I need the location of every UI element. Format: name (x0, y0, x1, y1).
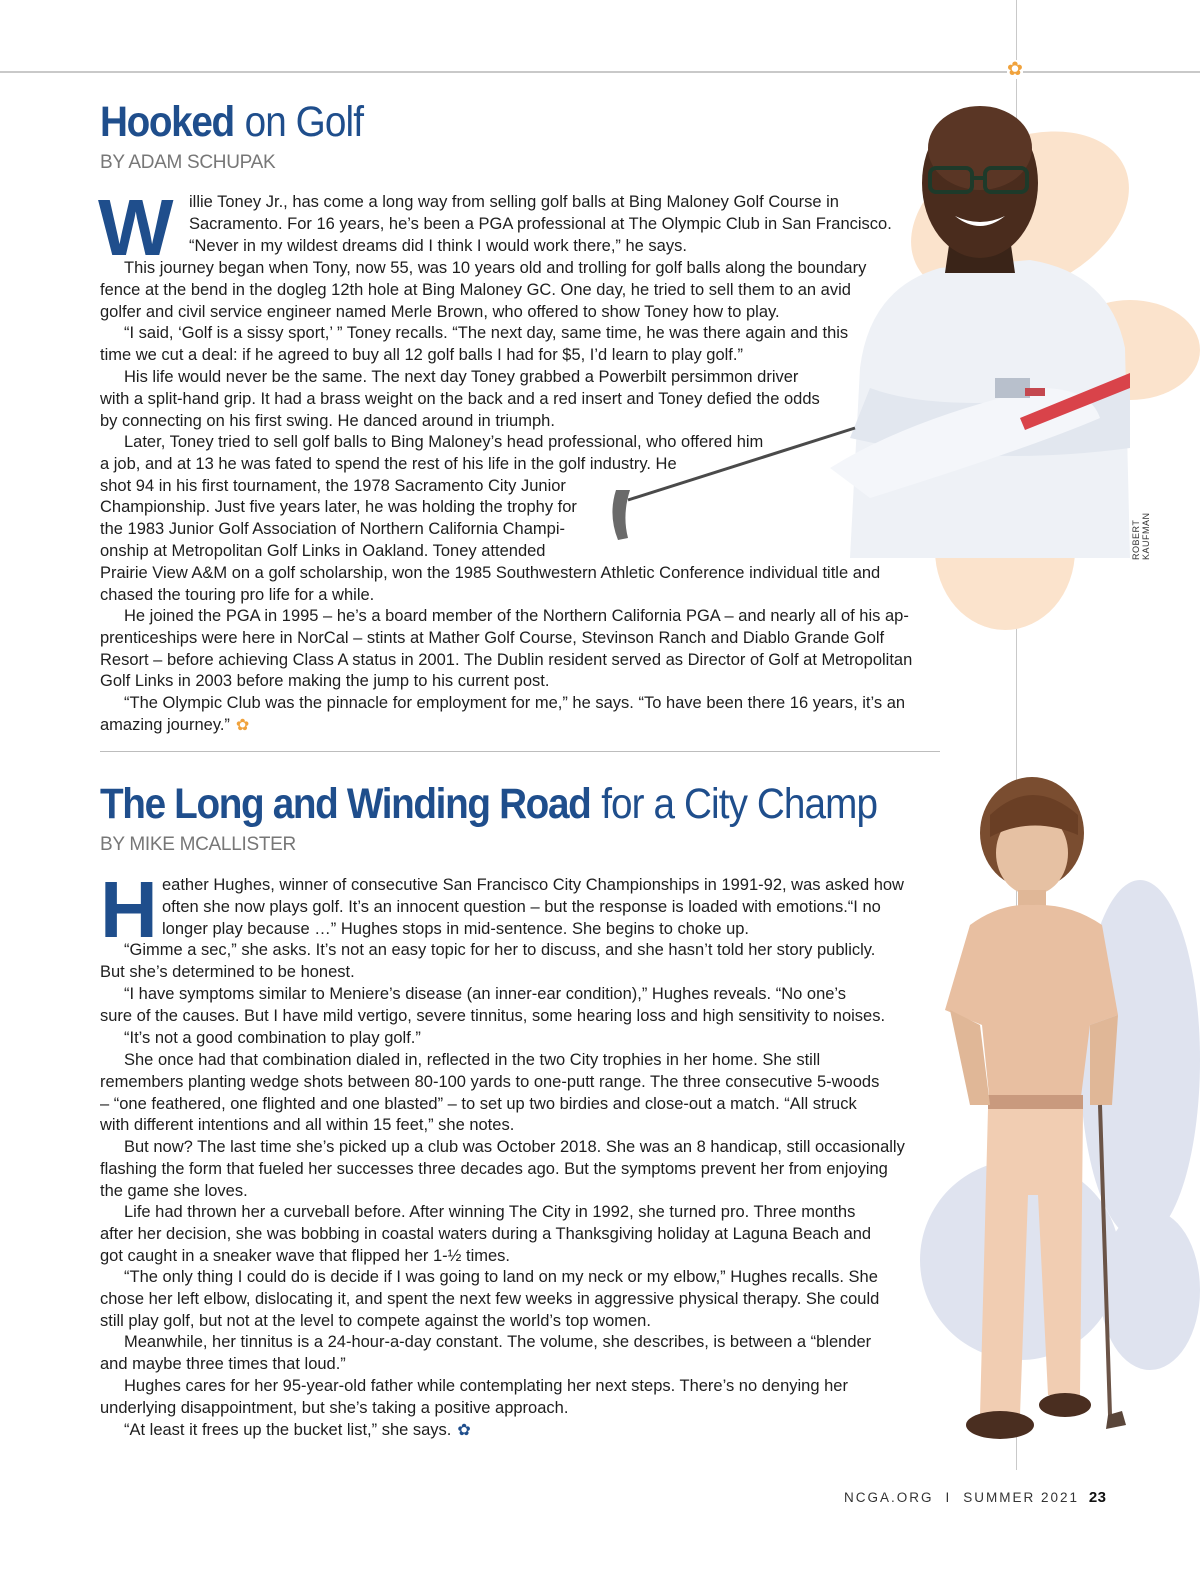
drop-cap: W (98, 183, 174, 272)
page-number: 23 (1088, 1489, 1107, 1506)
drop-cap: H (100, 865, 158, 954)
paragraph: “Gimme a sec,” she asks. It’s not an easy topic for her to discuss, and she hasn’t told her story publicly. But she’s determined to be honest. (100, 941, 876, 981)
section-divider (100, 751, 940, 752)
paragraph: Meanwhile, her tinnitus is a 24-hour-a-day constant. The volume, she describes, is between a “blender and maybe three times that loud.” (100, 1333, 872, 1373)
paragraph: Later, Toney tried to sell golf balls to Bing Maloney’s head professional, who offered him a job, and at 13 he was fated to spend the rest of his life in the golf industry. He shot 94 in his first tournament, the 1978 Sacramento City Junior Championship. Just five years later, he was holding the trophy for the 1983 Junior Golf Association of Northern California Champi- onship at Metropolitan Golf Links in Oakland. Toney attended Prairie View A&M on a golf scholarship, won the 1985 Southwestern Athletic Conference individual title and chased the touring pro life for a while. (100, 433, 881, 604)
footer-site: NCGA.ORG (844, 1490, 934, 1505)
paragraph: “The Olympic Club was the pinnacle for employment for me,” he says. “To have been there 16 years, it’s an amazing journey.” ✿ (100, 693, 950, 737)
paragraph: “The only thing I could do is decide if I was going to land on my neck or my elbow,” Hughes recalls. She chose her left elbow, dislocating it, and spent the next few weeks in aggressive physical therapy. She could still play golf, but not at the level to compete against the world’s top women. (100, 1268, 880, 1330)
footer-separator: I (945, 1490, 952, 1505)
headline-long-and-winding-road (100, 780, 877, 829)
photo-heather-hughes (940, 775, 1140, 1465)
paragraph: “It’s not a good combination to play golf.” (124, 1029, 421, 1047)
page-footer (844, 1489, 1107, 1506)
paragraph: “I said, ‘Golf is a sissy sport,’ ” Toney recalls. “The next day, same time, he was there again and this time we cut a deal: if he agreed to buy all 12 golf balls I had for $5, I’d learn to play golf.” (100, 324, 849, 364)
paragraph: He joined the PGA in 1995 – he’s a board member of the Northern California PGA – and nearly all of his ap- prenticeships were here in NorCal – stints at Mather Golf Course, Stevinson Ranch and Diablo Grande Golf Resort – before achieving Class A status in 2001. The Dublin resident served as Director of Golf at Metropolitan Golf Links in 2003 before making the jump to his current post. (100, 607, 913, 691)
headline-bold: The Long and Winding Road (100, 780, 591, 828)
headline-bold: Hooked (100, 98, 234, 146)
paragraph: She once had that combination dialed in, reflected in the two City trophies in her home. She still remembers planting wedge shots between 80-100 yards to one-putt range. The three consecutive 5-woods – “one feathered, one flighted and one blasted” – to set up two birdies and close-out a match. “All struck with different intentions and all within 15 feet,” she notes. (100, 1051, 880, 1135)
paragraph: His life would never be the same. The next day Toney grabbed a Powerbilt persimmon driver with a split-hand grip. It had a brass weight on the back and a red insert and Toney defied the odds by connecting on his first swing. He danced around in triumph. (100, 368, 820, 430)
paragraph: eather Hughes, winner of consecutive San Francisco City Championships in 1991-92, was asked how often she now plays golf. It’s an innocent question – but the response is loaded with emotions.“I no longer play because …” Hughes stops in mid-sentence. She begins to choke up. (162, 876, 904, 938)
footer-issue: SUMMER 2021 (963, 1490, 1080, 1505)
photo-credit: ROBERT KAUFMAN (1131, 512, 1151, 560)
paragraph: This journey began when Tony, now 55, was 10 years old and trolling for golf balls along the boundary fence at the bend in the dogleg 12th hole at Bing Maloney GC. One day, he tried to sell them to an avid golfer and civil service engineer named Merle Brown, who offered to show Toney how to play. (100, 259, 867, 321)
headline-light: for a City Champ (601, 780, 878, 828)
byline: BY ADAM SCHUPAK (100, 152, 276, 173)
flower-icon: ✿ (457, 1422, 471, 1439)
headline-light: on Golf (244, 98, 364, 146)
paragraph: “I have symptoms similar to Meniere’s disease (an inner-ear condition),” Hughes reveals. “No one’s sure of the causes. But I have mild vertigo, severe tinnitus, some hearing loss and high sensitivity to noises. (100, 985, 886, 1025)
paragraph: Life had thrown her a curveball before. After winning The City in 1992, she turned pro. Three months after her decision, she was bobbing in coastal waters during a Thanksgiving holiday at Laguna Beach and got caught in a sneaker wave that flipped her 1-½ times. (100, 1203, 872, 1265)
paragraph: Hughes cares for her 95-year-old father while contemplating her next steps. There’s no denying her underlying disappointment, but she’s taking a positive approach. (100, 1377, 848, 1417)
paragraph: “At least it frees up the bucket list,” she says. ✿ (100, 1420, 920, 1442)
byline: BY MIKE MCALLISTER (100, 834, 296, 855)
flower-icon: ✿ (1007, 58, 1023, 80)
flower-icon: ✿ (235, 716, 250, 734)
paragraph: illie Toney Jr., has come a long way from selling golf balls at Bing Maloney Golf Course in Sacramento. For 16 years, he’s been a PGA professional at The Olympic Club in San Francisco. “Never in my wildest dreams did I think I would work there,” he says. (189, 193, 892, 255)
paragraph: But now? The last time she’s picked up a club was October 2018. She was an 8 handicap, still occasionally flashing the form that fueled her successes three decades ago. But the symptoms prevent her from enjoying the game she loves. (100, 1138, 905, 1200)
headline-hooked-on-golf (100, 98, 363, 147)
